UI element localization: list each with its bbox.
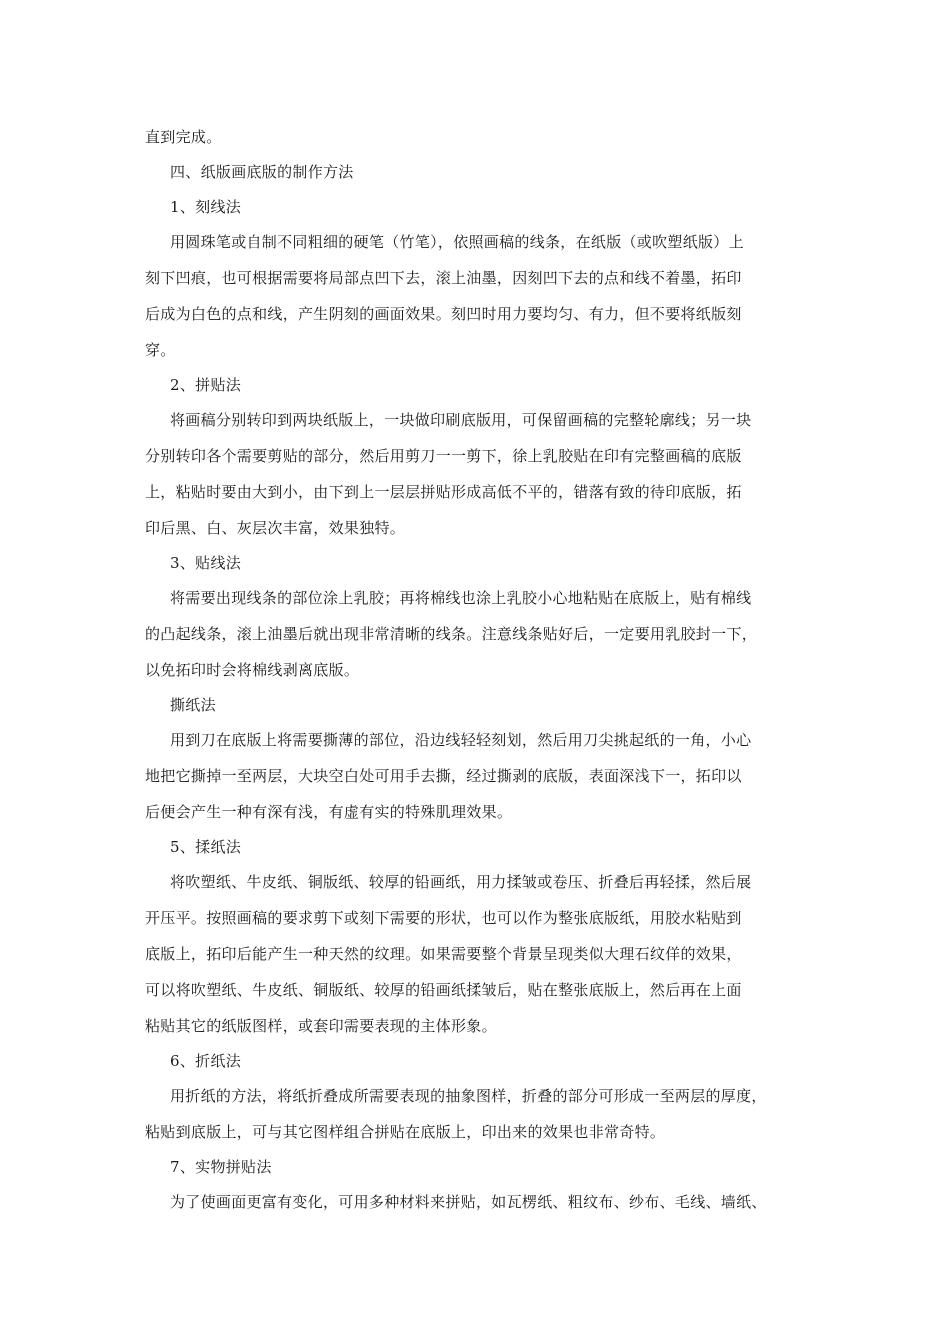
subsection-heading: 1、刻线法 [170,198,242,216]
paragraph-first-line: 将画稿分别转印到两块纸版上，一块做印刷底版用，可保留画稿的完整轮廓线；另一块 [170,411,752,429]
section-heading: 四、纸版画底版的制作方法 [170,163,354,181]
body-text-line: 后便会产生一种有深有浅，有虚有实的特殊肌理效果。 [145,803,513,821]
body-text-line: 粘贴到底版上，可与其它图样组合拼贴在底版上，印出来的效果也非常奇特。 [145,1123,666,1141]
subsection-heading: 3、贴线法 [170,554,242,572]
paragraph-first-line: 将吹塑纸、牛皮纸、铜版纸、较厚的铅画纸，用力揉皱或卷压、折叠后再轻揉，然后展 [170,873,752,891]
body-text-line: 可以将吹塑纸、牛皮纸、铜版纸、较厚的铅画纸揉皱后，贴在整张底版上，然后再在上面 [145,981,742,999]
body-text-line: 上，粘贴时要由大到小，由下到上一层层拼贴形成高低不平的，错落有致的待印底版，拓 [145,483,742,501]
body-text-line: 直到完成。 [145,128,222,146]
paragraph-first-line: 用到刀在底版上将需要撕薄的部位，沿边线轻轻刻划，然后用刀尖挑起纸的一角，小心 [170,731,752,749]
body-text-line: 后成为白色的点和线，产生阴刻的画面效果。刻凹时用力要均匀、有力，但不要将纸版刻 [145,305,742,323]
paragraph-first-line: 为了使画面更富有变化，可用多种材料来拼贴，如瓦楞纸、粗纹布、纱布、毛线、墙纸、 [170,1193,767,1211]
body-text-line: 刻下凹痕，也可根据需要将局部点凹下去，滚上油墨，因刻凹下去的点和线不着墨，拓印 [145,269,742,287]
subsection-heading: 5、揉纸法 [170,838,242,856]
body-text-line: 底版上，拓印后能产生一种天然的纹理。如果需要整个背景呈现类似大理石纹佯的效果， [145,945,742,963]
subsection-heading: 撕纸法 [170,696,216,714]
body-text-line: 粘贴其它的纸版图样，或套印需要表现的主体形象。 [145,1017,497,1035]
body-text-line: 地把它撕掉一至两层，大块空白处可用手去撕，经过撕剥的底版，表面深浅下一，拓印以 [145,767,742,785]
subsection-heading: 6、折纸法 [170,1052,242,1070]
body-text-line: 以免拓印时会将棉线剥离底版。 [145,661,360,679]
body-text-line: 分别转印各个需要剪贴的部分，然后用剪刀一一剪下，徐上乳胶贴在印有完整画稿的底版 [145,447,742,465]
body-text-line: 开压平。按照画稿的要求剪下或刻下需要的形状，也可以作为整张底版纸，用胶水粘贴到 [145,909,742,927]
body-text-line: 穿。 [145,341,176,359]
body-text-line: 的凸起线条，滚上油墨后就出现非常清晰的线条。注意线条贴好后，一定要用乳胶封一下， [145,625,758,643]
paragraph-first-line: 用圆珠笔或自制不同粗细的硬笔（竹笔），依照画稿的线条，在纸版（或吹塑纸版）上 [170,233,744,251]
subsection-heading: 7、实物拼贴法 [170,1158,272,1176]
paragraph-first-line: 用折纸的方法，将纸折叠成所需要表现的抽象图样，折叠的部分可形成一至两层的厚度， [170,1087,767,1105]
body-text-line: 印后黑、白、灰层次丰富，效果独特。 [145,519,406,537]
paragraph-first-line: 将需要出现线条的部位涂上乳胶；再将棉线也涂上乳胶小心地粘贴在底版上，贴有棉线 [170,589,752,607]
subsection-heading: 2、拼贴法 [170,376,242,394]
